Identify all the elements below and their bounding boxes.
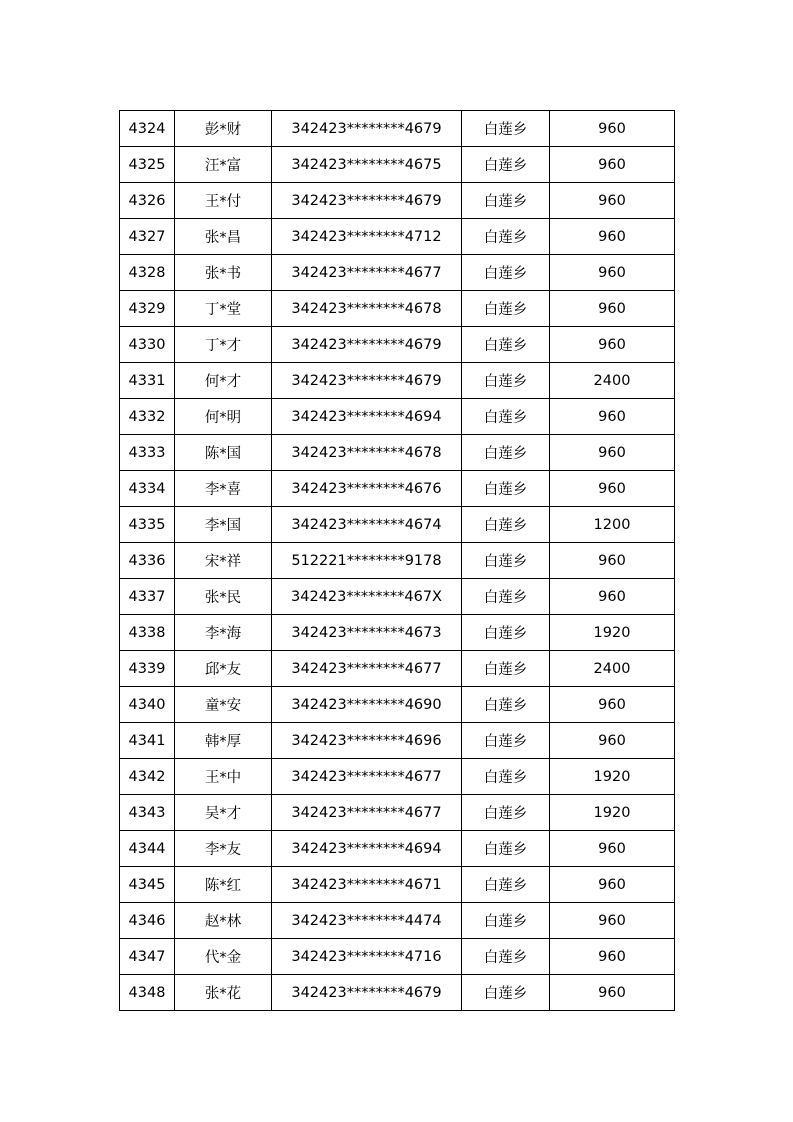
table-row: [120, 219, 675, 255]
amount-cell: 1920: [550, 795, 675, 831]
amount-cell: 960: [550, 291, 675, 327]
serial-number-cell: 4339: [120, 651, 175, 687]
township-cell: 白莲乡: [462, 615, 550, 651]
serial-number-cell: 4346: [120, 903, 175, 939]
township-cell: 白莲乡: [462, 327, 550, 363]
name-cell: 韩*厚: [175, 723, 272, 759]
table-row: [120, 759, 675, 795]
amount-cell: 960: [550, 111, 675, 147]
name-cell: 李*喜: [175, 471, 272, 507]
table-row: [120, 723, 675, 759]
id-number-cell: 342423********4679: [272, 363, 462, 399]
serial-number-cell: 4324: [120, 111, 175, 147]
serial-number-cell: 4326: [120, 183, 175, 219]
serial-number-cell: 4330: [120, 327, 175, 363]
township-cell: 白莲乡: [462, 435, 550, 471]
table-row: [120, 183, 675, 219]
amount-cell: 2400: [550, 651, 675, 687]
name-cell: 王*中: [175, 759, 272, 795]
table-row: [120, 471, 675, 507]
id-number-cell: 342423********4673: [272, 615, 462, 651]
amount-cell: 960: [550, 435, 675, 471]
name-cell: 代*金: [175, 939, 272, 975]
id-number-cell: 342423********467X: [272, 579, 462, 615]
serial-number-cell: 4336: [120, 543, 175, 579]
township-cell: 白莲乡: [462, 651, 550, 687]
name-cell: 何*才: [175, 363, 272, 399]
name-cell: 丁*堂: [175, 291, 272, 327]
amount-cell: 960: [550, 831, 675, 867]
name-cell: 张*昌: [175, 219, 272, 255]
township-cell: 白莲乡: [462, 399, 550, 435]
id-number-cell: 342423********4678: [272, 435, 462, 471]
table-row: [120, 795, 675, 831]
township-cell: 白莲乡: [462, 111, 550, 147]
serial-number-cell: 4340: [120, 687, 175, 723]
table-row: [120, 363, 675, 399]
township-cell: 白莲乡: [462, 543, 550, 579]
township-cell: 白莲乡: [462, 147, 550, 183]
serial-number-cell: 4331: [120, 363, 175, 399]
name-cell: 邱*友: [175, 651, 272, 687]
township-cell: 白莲乡: [462, 939, 550, 975]
township-cell: 白莲乡: [462, 723, 550, 759]
table-row: [120, 435, 675, 471]
township-cell: 白莲乡: [462, 471, 550, 507]
table-row: [120, 903, 675, 939]
township-cell: 白莲乡: [462, 759, 550, 795]
id-number-cell: 342423********4694: [272, 399, 462, 435]
amount-cell: 960: [550, 147, 675, 183]
id-number-cell: 342423********4678: [272, 291, 462, 327]
name-cell: 张*书: [175, 255, 272, 291]
id-number-cell: 342423********4474: [272, 903, 462, 939]
township-cell: 白莲乡: [462, 183, 550, 219]
name-cell: 陈*红: [175, 867, 272, 903]
id-number-cell: 342423********4690: [272, 687, 462, 723]
township-cell: 白莲乡: [462, 255, 550, 291]
table-row: [120, 687, 675, 723]
amount-cell: 1200: [550, 507, 675, 543]
id-number-cell: 342423********4677: [272, 651, 462, 687]
name-cell: 李*友: [175, 831, 272, 867]
amount-cell: 960: [550, 579, 675, 615]
serial-number-cell: 4329: [120, 291, 175, 327]
amount-cell: 960: [550, 255, 675, 291]
township-cell: 白莲乡: [462, 579, 550, 615]
serial-number-cell: 4344: [120, 831, 175, 867]
serial-number-cell: 4348: [120, 975, 175, 1011]
table-row: [120, 615, 675, 651]
name-cell: 何*明: [175, 399, 272, 435]
serial-number-cell: 4328: [120, 255, 175, 291]
serial-number-cell: 4334: [120, 471, 175, 507]
serial-number-cell: 4337: [120, 579, 175, 615]
id-number-cell: 342423********4694: [272, 831, 462, 867]
id-number-cell: 342423********4679: [272, 975, 462, 1011]
amount-cell: 960: [550, 903, 675, 939]
name-cell: 李*国: [175, 507, 272, 543]
id-number-cell: 342423********4712: [272, 219, 462, 255]
serial-number-cell: 4345: [120, 867, 175, 903]
amount-cell: 960: [550, 687, 675, 723]
id-number-cell: 342423********4671: [272, 867, 462, 903]
serial-number-cell: 4338: [120, 615, 175, 651]
name-cell: 宋*祥: [175, 543, 272, 579]
id-number-cell: 342423********4677: [272, 255, 462, 291]
name-cell: 王*付: [175, 183, 272, 219]
serial-number-cell: 4327: [120, 219, 175, 255]
amount-cell: 2400: [550, 363, 675, 399]
serial-number-cell: 4347: [120, 939, 175, 975]
amount-cell: 960: [550, 723, 675, 759]
table-row: [120, 399, 675, 435]
serial-number-cell: 4332: [120, 399, 175, 435]
serial-number-cell: 4341: [120, 723, 175, 759]
township-cell: 白莲乡: [462, 507, 550, 543]
amount-cell: 960: [550, 219, 675, 255]
id-number-cell: 342423********4676: [272, 471, 462, 507]
id-number-cell: 342423********4677: [272, 759, 462, 795]
township-cell: 白莲乡: [462, 687, 550, 723]
name-cell: 汪*富: [175, 147, 272, 183]
name-cell: 吴*才: [175, 795, 272, 831]
township-cell: 白莲乡: [462, 219, 550, 255]
serial-number-cell: 4335: [120, 507, 175, 543]
name-cell: 陈*国: [175, 435, 272, 471]
table-row: [120, 651, 675, 687]
name-cell: 张*花: [175, 975, 272, 1011]
table-row: [120, 507, 675, 543]
table-row: [120, 147, 675, 183]
id-number-cell: 342423********4716: [272, 939, 462, 975]
table-body: [120, 111, 675, 1011]
amount-cell: 1920: [550, 759, 675, 795]
amount-cell: 960: [550, 471, 675, 507]
amount-cell: 960: [550, 327, 675, 363]
serial-number-cell: 4343: [120, 795, 175, 831]
id-number-cell: 342423********4675: [272, 147, 462, 183]
id-number-cell: 342423********4674: [272, 507, 462, 543]
table-row: [120, 255, 675, 291]
amount-cell: 960: [550, 975, 675, 1011]
id-number-cell: 342423********4696: [272, 723, 462, 759]
beneficiary-table: [119, 110, 675, 1011]
id-number-cell: 342423********4679: [272, 327, 462, 363]
township-cell: 白莲乡: [462, 363, 550, 399]
table-row: [120, 111, 675, 147]
table-row: [120, 327, 675, 363]
name-cell: 赵*林: [175, 903, 272, 939]
table-row: [120, 291, 675, 327]
amount-cell: 960: [550, 543, 675, 579]
township-cell: 白莲乡: [462, 795, 550, 831]
serial-number-cell: 4342: [120, 759, 175, 795]
amount-cell: 960: [550, 939, 675, 975]
table-row: [120, 543, 675, 579]
id-number-cell: 342423********4677: [272, 795, 462, 831]
township-cell: 白莲乡: [462, 975, 550, 1011]
serial-number-cell: 4333: [120, 435, 175, 471]
name-cell: 李*海: [175, 615, 272, 651]
table-row: [120, 975, 675, 1011]
township-cell: 白莲乡: [462, 903, 550, 939]
table-row: [120, 579, 675, 615]
amount-cell: 960: [550, 399, 675, 435]
township-cell: 白莲乡: [462, 291, 550, 327]
amount-cell: 1920: [550, 615, 675, 651]
id-number-cell: 512221********9178: [272, 543, 462, 579]
table-row: [120, 939, 675, 975]
id-number-cell: 342423********4679: [272, 111, 462, 147]
table-row: [120, 867, 675, 903]
name-cell: 彭*财: [175, 111, 272, 147]
township-cell: 白莲乡: [462, 867, 550, 903]
amount-cell: 960: [550, 183, 675, 219]
amount-cell: 960: [550, 867, 675, 903]
id-number-cell: 342423********4679: [272, 183, 462, 219]
table-row: [120, 831, 675, 867]
name-cell: 丁*才: [175, 327, 272, 363]
name-cell: 张*民: [175, 579, 272, 615]
township-cell: 白莲乡: [462, 831, 550, 867]
serial-number-cell: 4325: [120, 147, 175, 183]
name-cell: 童*安: [175, 687, 272, 723]
